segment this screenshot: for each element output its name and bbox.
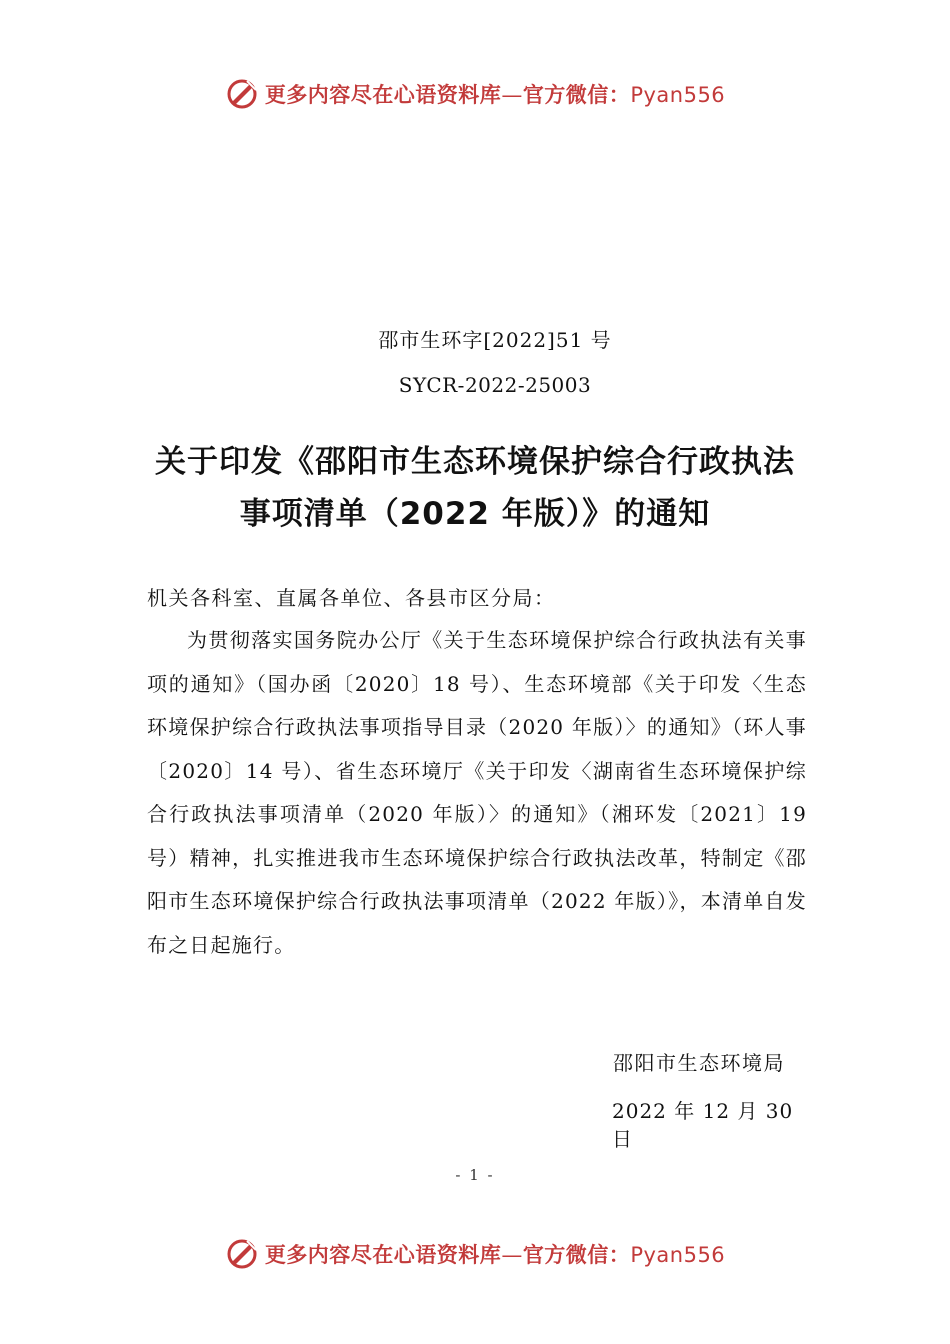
watermark-top: [0, 74, 950, 114]
salutation: 机关各科室、直属各单位、各县市区分局：: [147, 586, 556, 610]
pen-logo-icon: [225, 1237, 259, 1271]
watermark-dash: —: [501, 83, 523, 107]
watermark-bottom: [0, 1234, 950, 1274]
watermark-dash: —: [501, 1243, 523, 1267]
doc-number: 邵市生环字[2022]51 号: [378, 328, 612, 352]
document-title: [130, 436, 820, 540]
title-line-2: 事项清单（2022 年版）》的通知: [239, 496, 711, 532]
watermark-wechat-id: Pyan556: [630, 1243, 726, 1267]
pen-logo-icon: [225, 77, 259, 111]
signature-date: 2022 年 12 月 30 日: [612, 1099, 794, 1151]
watermark-wechat-id: Pyan556: [630, 83, 726, 107]
title-line-1: 关于印发《邵阳市生态环境保护综合行政执法: [155, 444, 795, 480]
watermark-main: 更多内容尽在心语资料库: [264, 1243, 502, 1267]
watermark-text: [265, 79, 725, 109]
watermark-official: 官方微信：: [522, 83, 631, 107]
body-paragraph: 为贯彻落实国务院办公厅《关于生态环境保护综合行政执法有关事项的通知》（国办函〔2020〕18 号）、生态环境部《关于印发〈生态环境保护综合行政执法事项指导目录（2020 年版）〉的通知》（环人事〔2020〕14 号）、省生态环境厅《关于印发〈湖南省生态环境保护综合行政执法事项清单（2020 年版）〉的通知》（湘环发〔2021〕19 号）精神，扎实推进我市生态环境保护综合行政执法改革，特制定《邵阳市生态环境保护综合行政执法事项清单（2022 年版）》，本清单自发布之日起施行。: [147, 628, 807, 957]
signature-org: 邵阳市生态环境局: [613, 1051, 785, 1075]
watermark-text: [265, 1239, 725, 1269]
page-number: - 1 -: [455, 1166, 495, 1184]
watermark-official: 官方微信：: [522, 1243, 631, 1267]
watermark-main: 更多内容尽在心语资料库: [264, 83, 502, 107]
doc-code: SYCR-2022-25003: [398, 373, 592, 397]
